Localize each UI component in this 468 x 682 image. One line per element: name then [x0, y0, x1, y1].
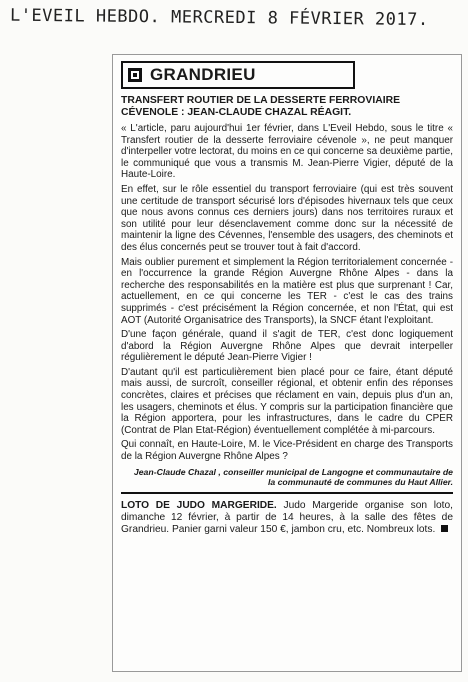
handwritten-date-note: L'EVEIL HEBDO. MERCREDI 8 FÉVRIER 2017.: [9, 5, 429, 31]
paragraph-3: Mais oublier purement et simplement la Région territorialement concernée - en l'occurrence la grande Région Auvergne Rhône Alpes - dans la recherche des responsabilités en la matière est plus que surprenant ! Car, actuellement, en ce qui concerne les TER - c'est le cas des trains supprimés - c'est précisément la Région concernée, et non l'État, qui est AOT (Autorité Organisatrice des Transports), la SNCF étant l'exploitant.: [121, 256, 453, 326]
newspaper-clipping: [112, 54, 462, 672]
paragraph-6: Qui connaît, en Haute-Loire, M. le Vice-Président en charge des Transports de la Région Auvergne Rhône Alpes ?: [121, 439, 453, 463]
paragraph-1: « L'article, paru aujourd'hui 1er février, dans L'Eveil Hebdo, sous le titre « Transfert routier de la desserte ferroviaire cévenole », ne peut manquer d'interpeller votre lectorat, du moins en ce qui concerne sa deuxième partie, le communiqué que vous a transmis M. Jean-Pierre Vigier, député de la Haute-Loire.: [121, 123, 453, 181]
loto-text: Judo Margeride organise son loto, dimanche 12 février, à partir de 14 heures, à la salle des fêtes de Grandrieu. Panier garni valeur 150 €, jambon cru, etc. Nombreux lots.: [121, 499, 453, 535]
loto-brief: [121, 500, 453, 536]
section-header: [121, 61, 355, 89]
end-mark-icon: [441, 525, 448, 532]
paragraph-2: En effet, sur le rôle essentiel du transport ferroviaire (qui est très souvent une certitude de transport sécurisé lors d'épisodes hivernaux tels que ceux que nous avons connus ces derniers jours) dans nos territoires ruraux et son utilité pour leur désenclavement comme donc sur la nécessité de maintenir la ligne des Cévennes, l'ensemble des usagers, des cheminots et des élus concernés peut se trouver tout à fait d'accord.: [121, 183, 453, 253]
loto-title: LOTO DE JUDO MARGERIDE.: [121, 499, 277, 511]
signature-line-2: la communauté de communes du Haut Allier.: [267, 476, 453, 487]
paragraph-4: D'une façon générale, quand il s'agit de TER, c'est donc logiquement d'abord la Région Auvergne Rhône Alpes que devrait interpeller régulièrement le député Jean-Pierre Vigier !: [121, 329, 453, 364]
signature-line-1: Jean-Claude Chazal , conseiller municipal de Langogne et communautaire de: [133, 466, 453, 477]
section-divider: [121, 492, 453, 494]
author-signature: [121, 467, 453, 487]
square-bullet-icon: [128, 68, 142, 82]
article-headline: TRANSFERT ROUTIER DE LA DESSERTE FERROVIAIRE CÉVENOLE : JEAN-CLAUDE CHAZAL RÉAGIT.: [121, 95, 401, 118]
article-body: [121, 95, 453, 536]
paragraph-5: D'autant qu'il est particulièrement bien placé pour ce faire, étant député mais aussi, de surcroît, conseiller régional, et obtenir enfin des réponses concrètes, claires et précises que réclament en vain, depuis plus d'un an, les usagers, cheminots et élus. Y compris sur la participation financière que la Région apportera, pour les infrastructures, dans le cadre du CPER (Contrat de Plan Etat-Région) éventuellement complétée à mi-parcours.: [121, 366, 453, 436]
section-title: GRANDRIEU: [150, 65, 256, 84]
